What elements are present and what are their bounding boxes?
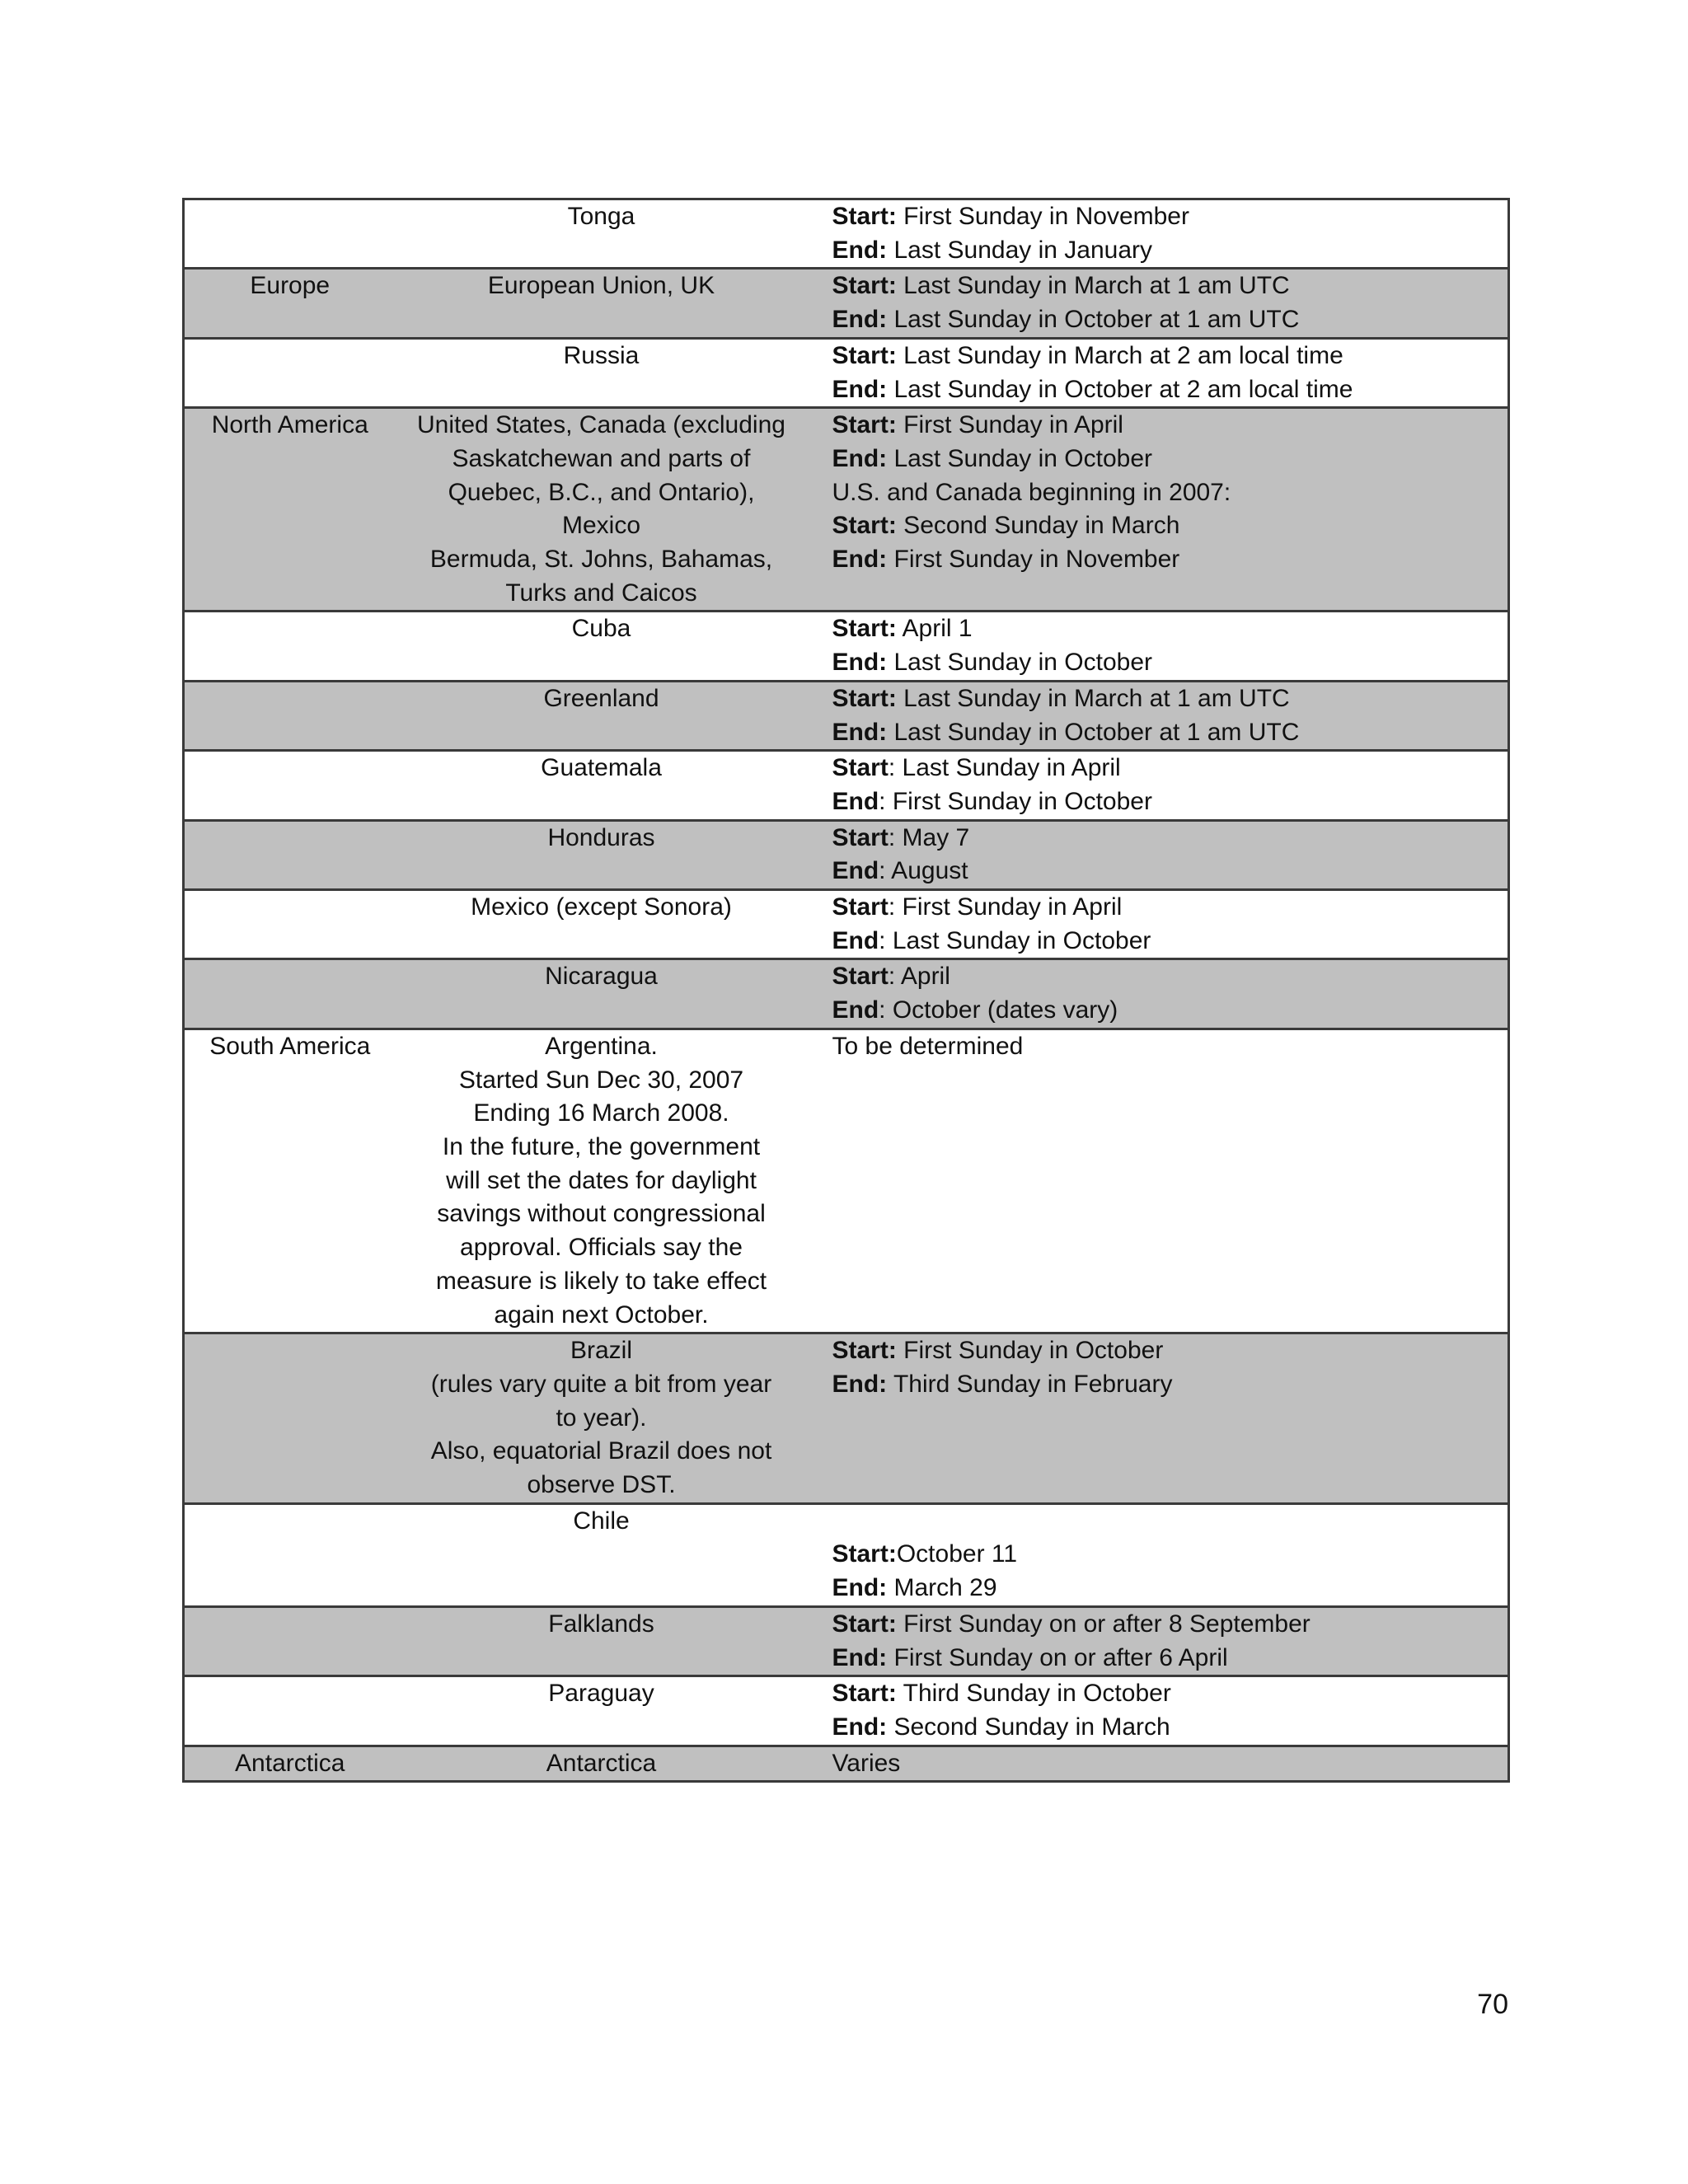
- region-cell: [184, 1676, 396, 1746]
- rule-line: [832, 855, 1508, 888]
- country-line: Brazil: [570, 1337, 632, 1365]
- rule-label: Start: [832, 823, 889, 851]
- country-cell: [396, 1503, 808, 1606]
- country-line: Greenland: [543, 684, 659, 712]
- rule-line: [832, 822, 1508, 855]
- country-line: Saskatchewan and parts of: [452, 444, 751, 472]
- rule-line: [832, 234, 1508, 268]
- region-cell: [184, 681, 396, 750]
- dst-rule-cell: [808, 751, 1509, 820]
- rule-label: End:: [832, 718, 888, 746]
- rule-label: Start: [832, 754, 889, 782]
- country-line: savings without congressional: [437, 1200, 766, 1228]
- country-line: In the future, the government: [442, 1132, 761, 1160]
- region-cell: [184, 751, 396, 820]
- rule-line: [832, 1030, 1508, 1064]
- country-line: Bermuda, St. Johns, Bahamas,: [429, 546, 773, 574]
- country-line: United States, Canada (excluding: [417, 411, 785, 439]
- rule-line: [832, 682, 1508, 716]
- rule-text: October 11: [896, 1540, 1018, 1568]
- rule-line: [832, 443, 1508, 476]
- table-row: [184, 1333, 1509, 1504]
- page-number: 70: [1477, 1989, 1508, 2020]
- rule-label: End: [832, 996, 879, 1024]
- rule-line: [832, 960, 1508, 994]
- dst-rule-cell: [808, 820, 1509, 889]
- table-row: [184, 959, 1509, 1029]
- country-cell: [396, 1746, 808, 1782]
- region-label: North America: [211, 411, 368, 439]
- country-cell: [396, 1029, 808, 1333]
- country-line: Russia: [563, 341, 640, 369]
- table-row: [184, 199, 1509, 269]
- country-line: Antarctica: [546, 1749, 657, 1777]
- rule-text: Last Sunday in October: [887, 649, 1153, 677]
- rule-label: End:: [832, 375, 888, 403]
- rule-label: End:: [832, 444, 888, 472]
- rule-text: Second Sunday in March: [896, 512, 1180, 540]
- rule-label: Start: [832, 963, 889, 991]
- rule-line: [832, 891, 1508, 925]
- country-line: Also, equatorial Brazil does not: [430, 1437, 772, 1465]
- region-cell: [184, 1746, 396, 1782]
- rule-line: [832, 994, 1508, 1028]
- rule-text: Last Sunday in January: [887, 236, 1153, 264]
- country-line: (rules vary quite a bit from year: [430, 1370, 772, 1398]
- table-row: [184, 1606, 1509, 1675]
- rule-label: Start:: [832, 615, 897, 643]
- rule-text: First Sunday on or after 6 April: [887, 1643, 1228, 1671]
- rule-line: [832, 716, 1508, 750]
- country-line: Paraguay: [548, 1680, 654, 1708]
- rule-text: April 1: [896, 615, 973, 643]
- dst-rule-cell: [808, 1676, 1509, 1746]
- table-row: [184, 269, 1509, 338]
- rule-text: Last Sunday in March at 1 am UTC: [896, 684, 1290, 712]
- rule-line: [832, 1642, 1508, 1675]
- rule-text: Last Sunday in March at 1 am UTC: [896, 272, 1290, 300]
- dst-rule-cell: [808, 269, 1509, 338]
- country-line: Guatemala: [541, 754, 662, 782]
- country-line: Started Sun Dec 30, 2007: [458, 1066, 744, 1094]
- rule-label: End:: [832, 649, 888, 677]
- rule-line: [832, 509, 1508, 543]
- rule-text: First Sunday on or after 8 September: [896, 1610, 1311, 1638]
- country-cell: [396, 338, 808, 407]
- rule-line: [832, 1538, 1508, 1572]
- rule-line: [832, 785, 1508, 819]
- country-line: Ending 16 March 2008.: [473, 1099, 729, 1127]
- region-cell: [184, 820, 396, 889]
- country-line: Nicaragua: [545, 963, 658, 991]
- country-cell: [396, 890, 808, 959]
- dst-rule-cell: [808, 1029, 1509, 1333]
- country-cell: [396, 269, 808, 338]
- rule-line: [832, 1608, 1508, 1642]
- country-line: Mexico: [561, 512, 641, 540]
- dst-rule-cell: [808, 681, 1509, 750]
- rule-text: Last Sunday in October at 1 am UTC: [887, 306, 1300, 334]
- region-label: South America: [209, 1032, 371, 1060]
- rule-line: [832, 1747, 1508, 1781]
- rule-text: : Last Sunday in April: [888, 754, 1121, 782]
- country-line: Mexico (except Sonora): [471, 893, 732, 921]
- region-label: Europe: [250, 272, 331, 300]
- rule-line: [832, 1572, 1508, 1605]
- rule-line: [832, 269, 1508, 303]
- dst-rule-cell: [808, 612, 1509, 681]
- rule-line: [832, 1334, 1508, 1368]
- dst-table-body: [184, 199, 1509, 1782]
- rule-text: : October (dates vary): [879, 996, 1118, 1024]
- table-row: [184, 751, 1509, 820]
- rule-line: [832, 340, 1508, 373]
- country-line: Tonga: [567, 203, 635, 230]
- country-line: Chile: [573, 1507, 630, 1535]
- country-line: European Union, UK: [487, 272, 715, 300]
- rule-text: First Sunday in November: [887, 546, 1180, 574]
- country-cell: [396, 612, 808, 681]
- rule-line: [832, 1677, 1508, 1711]
- region-cell: [184, 408, 396, 612]
- country-line: observe DST.: [527, 1471, 676, 1499]
- dst-rule-cell: [808, 1606, 1509, 1675]
- table-row: [184, 820, 1509, 889]
- country-line: measure is likely to take effect: [435, 1267, 767, 1295]
- region-cell: [184, 338, 396, 407]
- rule-line: [832, 476, 1508, 510]
- country-cell: [396, 681, 808, 750]
- rule-line: [832, 200, 1508, 234]
- rule-label: Start:: [832, 684, 897, 712]
- rule-line: [832, 1368, 1508, 1402]
- rule-line: [832, 925, 1508, 958]
- rule-label: Start:: [832, 1610, 897, 1638]
- table-row: [184, 408, 1509, 612]
- rule-label: End:: [832, 546, 888, 574]
- country-cell: [396, 751, 808, 820]
- rule-text: Third Sunday in October: [896, 1680, 1171, 1708]
- dst-rule-cell: [808, 959, 1509, 1029]
- rule-line: [832, 543, 1508, 577]
- region-cell: [184, 959, 396, 1029]
- country-cell: [396, 199, 808, 269]
- rule-label: End:: [832, 1643, 888, 1671]
- country-line: will set the dates for daylight: [446, 1166, 757, 1194]
- rule-text: Second Sunday in March: [887, 1713, 1170, 1741]
- rule-label: Start:: [832, 1337, 897, 1365]
- country-line: Honduras: [547, 823, 655, 851]
- rule-text: Last Sunday in October at 1 am UTC: [887, 718, 1300, 746]
- region-label: Antarctica: [235, 1749, 345, 1777]
- rule-text: : April: [888, 963, 950, 991]
- rule-text: : August: [879, 857, 968, 885]
- dst-rules-table: [182, 198, 1510, 1783]
- rule-text: First Sunday in April: [896, 411, 1123, 439]
- region-cell: [184, 890, 396, 959]
- rule-text: Last Sunday in March at 2 am local time: [896, 341, 1343, 369]
- country-line: Argentina.: [545, 1032, 658, 1060]
- dst-rule-cell: [808, 1746, 1509, 1782]
- rule-label: Start:: [832, 1680, 897, 1708]
- rule-text: : Last Sunday in October: [879, 926, 1151, 954]
- country-cell: [396, 1676, 808, 1746]
- rule-text: First Sunday in October: [896, 1337, 1164, 1365]
- rule-label: End: [832, 926, 879, 954]
- rule-label: Start:: [832, 512, 897, 540]
- country-cell: [396, 820, 808, 889]
- rule-label: Start:: [832, 272, 897, 300]
- rule-label: End:: [832, 306, 888, 334]
- table-row: [184, 1746, 1509, 1782]
- rule-text: Last Sunday in October at 2 am local time: [887, 375, 1353, 403]
- rule-line: [832, 409, 1508, 443]
- region-cell: [184, 612, 396, 681]
- table-row: [184, 890, 1509, 959]
- country-line: again next October.: [494, 1301, 709, 1329]
- rule-text: Varies: [832, 1749, 901, 1777]
- rule-text: : May 7: [888, 823, 970, 851]
- rule-text: March 29: [887, 1574, 997, 1602]
- rule-line: [832, 303, 1508, 337]
- region-cell: [184, 199, 396, 269]
- country-cell: [396, 959, 808, 1029]
- rule-label: Start:: [832, 1540, 897, 1568]
- dst-rule-cell: [808, 890, 1509, 959]
- dst-rule-cell: [808, 1503, 1509, 1606]
- table-row: [184, 612, 1509, 681]
- table-row: [184, 1029, 1509, 1333]
- table-row: [184, 338, 1509, 407]
- country-cell: [396, 408, 808, 612]
- rule-label: Start: [832, 893, 889, 921]
- table-row: [184, 1503, 1509, 1606]
- country-line: to year).: [556, 1404, 647, 1432]
- dst-rule-cell: [808, 408, 1509, 612]
- rule-label: End:: [832, 1574, 888, 1602]
- rule-line: [832, 752, 1508, 785]
- region-cell: [184, 1029, 396, 1333]
- rule-line: [832, 1711, 1508, 1745]
- country-line: Turks and Caicos: [505, 579, 697, 607]
- rule-label: End: [832, 787, 879, 815]
- rule-text: First Sunday in November: [896, 203, 1189, 230]
- dst-rule-cell: [808, 1333, 1509, 1504]
- rule-line: [832, 646, 1508, 680]
- rule-text: To be determined: [832, 1032, 1024, 1060]
- country-line: approval. Officials say the: [460, 1234, 743, 1262]
- country-line: Cuba: [571, 615, 631, 643]
- region-cell: [184, 1333, 396, 1504]
- region-cell: [184, 1503, 396, 1606]
- rule-line: [832, 612, 1508, 646]
- rule-line: [832, 373, 1508, 407]
- rule-label: End: [832, 857, 879, 885]
- rule-text: Last Sunday in October: [887, 444, 1153, 472]
- rule-text: U.S. and Canada beginning in 2007:: [832, 478, 1231, 506]
- rule-label: End:: [832, 236, 888, 264]
- rule-text: : First Sunday in April: [888, 893, 1123, 921]
- country-line: Falklands: [548, 1610, 654, 1638]
- country-cell: [396, 1606, 808, 1675]
- table-row: [184, 681, 1509, 750]
- rule-label: Start:: [832, 411, 897, 439]
- rule-label: End:: [832, 1370, 888, 1398]
- table-row: [184, 1676, 1509, 1746]
- rule-label: Start:: [832, 341, 897, 369]
- region-cell: [184, 269, 396, 338]
- country-line: Quebec, B.C., and Ontario),: [448, 478, 755, 506]
- rule-label: Start:: [832, 203, 897, 230]
- dst-rule-cell: [808, 199, 1509, 269]
- rule-label: End:: [832, 1713, 888, 1741]
- blank-line: [832, 1505, 1508, 1539]
- dst-rule-cell: [808, 338, 1509, 407]
- region-cell: [184, 1606, 396, 1675]
- country-cell: [396, 1333, 808, 1504]
- rule-text: Third Sunday in February: [887, 1370, 1173, 1398]
- rule-text: : First Sunday in October: [879, 787, 1152, 815]
